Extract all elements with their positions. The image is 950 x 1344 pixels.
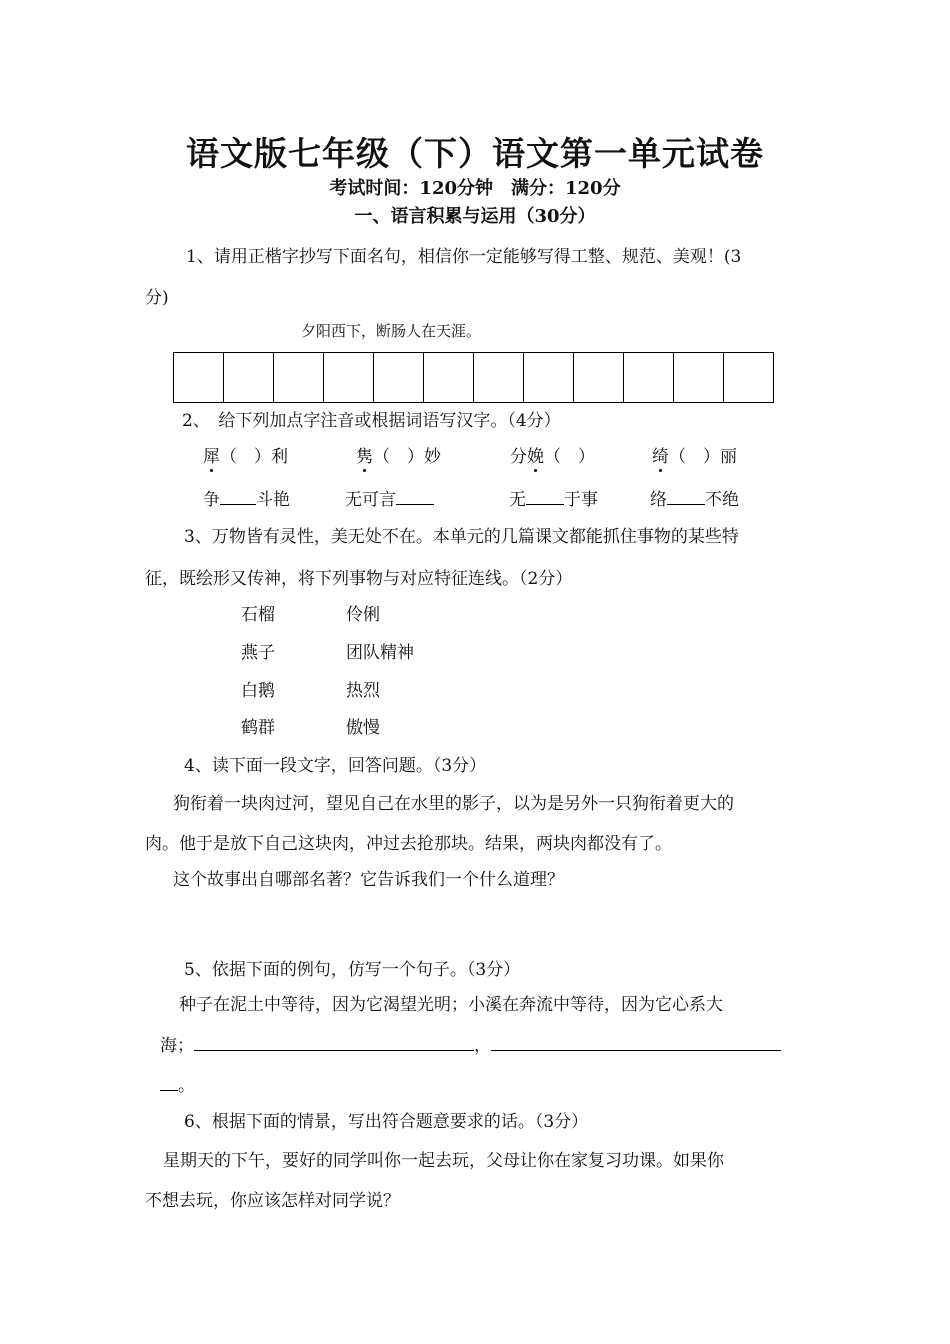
grid-cell[interactable]	[524, 353, 574, 402]
grid-cell[interactable]	[574, 353, 624, 402]
answer-blank[interactable]	[160, 1090, 178, 1091]
exam-info: 考试时间：120分钟 满分：120分	[329, 178, 621, 199]
q5-prompt: 5、依据下面的例句，仿写一个句子。（3分）	[184, 960, 521, 980]
match-item-left[interactable]: 白鹅	[241, 681, 275, 701]
dotted-char: 娩	[527, 442, 544, 467]
grid-cell[interactable]	[324, 353, 374, 402]
q1-quote: 夕阳西下，断肠人在天涯。	[301, 322, 482, 340]
pinyin-item: 绮（ ）丽	[652, 442, 737, 467]
q4-passage-line1: 狗衔着一块肉过河，望见自己在水里的影子，以为是另外一只狗衔着更大的	[173, 794, 734, 814]
pinyin-item: 分娩（ ）	[510, 442, 595, 467]
q6-scenario-line1: 星期天的下午，要好的同学叫你一起去玩，父母让你在家复习功课。如果你	[163, 1151, 724, 1171]
answer-blank[interactable]	[491, 1050, 781, 1051]
q3-prompt-line2: 征，既绘形又传神，将下列事物与对应特征连线。（2分）	[145, 569, 573, 589]
match-item-left[interactable]: 石榴	[241, 605, 275, 625]
grid-cell[interactable]	[624, 353, 674, 402]
answer-blank[interactable]	[667, 504, 705, 505]
answer-blank[interactable]	[396, 504, 434, 505]
section-heading: 一、语言积累与运用（30分）	[354, 206, 596, 227]
dotted-char: 绮	[652, 442, 669, 467]
q5-example: 种子在泥土中等待，因为它渴望光明；小溪在奔流中等待，因为它心系大	[179, 995, 723, 1015]
dotted-char: 隽	[356, 442, 373, 467]
q4-question: 这个故事出自哪部名著？它告诉我们一个什么道理？	[173, 870, 564, 890]
answer-blank[interactable]	[194, 1050, 474, 1051]
grid-cell[interactable]	[274, 353, 324, 402]
q1-prompt-line2: 分)	[145, 288, 169, 308]
q1-prompt-line1: 1、请用正楷字抄写下面名句，相信你一定能够写得工整、规范、美观！(3	[186, 247, 742, 267]
fill-blank-item: 无 于事	[509, 490, 598, 510]
dotted-char: 犀	[203, 442, 220, 467]
match-item-left[interactable]: 鹤群	[241, 718, 275, 738]
match-item-right[interactable]: 伶俐	[346, 605, 380, 625]
q6-scenario-line2: 不想去玩，你应该怎样对同学说？	[145, 1191, 400, 1211]
page-title: 语文版七年级（下）语文第一单元试卷	[186, 134, 764, 173]
q5-answer-line: 海； ，	[160, 1031, 781, 1056]
grid-cell[interactable]	[724, 353, 773, 402]
grid-cell[interactable]	[424, 353, 474, 402]
grid-cell[interactable]	[224, 353, 274, 402]
grid-cell[interactable]	[474, 353, 524, 402]
match-item-left[interactable]: 燕子	[241, 643, 275, 663]
fill-blank-item: 争 斗艳	[203, 490, 290, 510]
grid-cell[interactable]	[674, 353, 724, 402]
match-item-right[interactable]: 热烈	[346, 681, 380, 701]
grid-cell[interactable]	[174, 353, 224, 402]
match-item-right[interactable]: 傲慢	[346, 718, 380, 738]
writing-grid[interactable]	[173, 352, 774, 403]
q2-prompt: 2、 给下列加点字注音或根据词语写汉字。（4分）	[182, 411, 561, 431]
q6-prompt: 6、根据下面的情景，写出符合题意要求的话。（3分）	[184, 1112, 589, 1132]
q4-prompt: 4、读下面一段文字，回答问题。（3分）	[184, 756, 487, 776]
answer-blank[interactable]	[526, 504, 564, 505]
q4-passage-line2: 肉。他于是放下自己这块肉，冲过去抢那块。结果，两块肉都没有了。	[145, 834, 672, 854]
pinyin-item: 隽（ ）妙	[356, 442, 441, 467]
match-item-right[interactable]: 团队精神	[346, 643, 414, 663]
q5-answer-end: 。	[160, 1071, 195, 1096]
q3-prompt-line1: 3、万物皆有灵性，美无处不在。本单元的几篇课文都能抓住事物的某些特	[184, 527, 739, 547]
fill-blank-item: 络 不绝	[650, 490, 739, 510]
pinyin-item: 犀（ ）利	[203, 442, 288, 467]
grid-cell[interactable]	[374, 353, 424, 402]
fill-blank-item: 无可言	[345, 485, 434, 510]
answer-blank[interactable]	[220, 504, 256, 505]
